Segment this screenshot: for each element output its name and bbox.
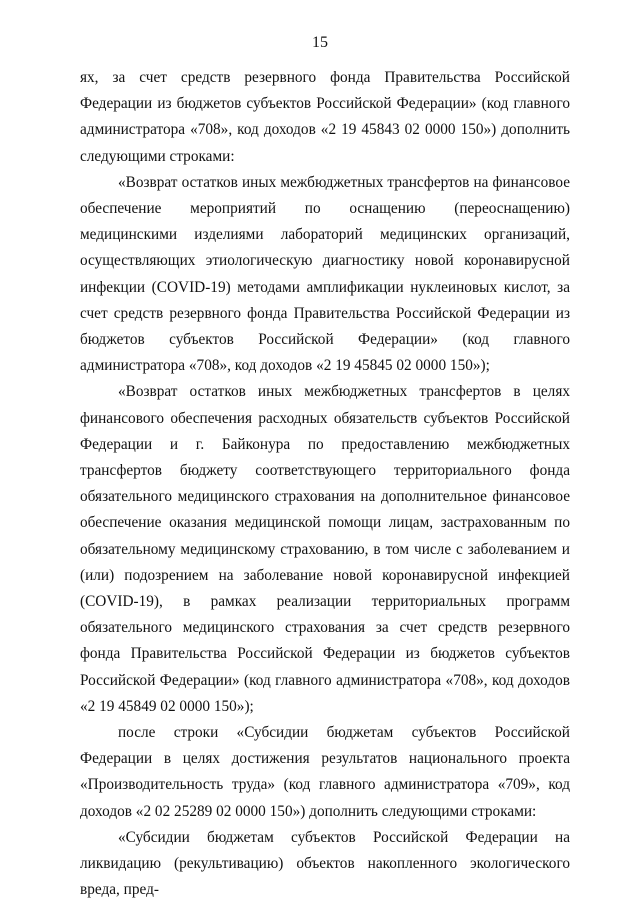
paragraph-return-medical-insurance: «Возврат остатков иных межбюджетных трансфертов в целях финансового обеспечения расходных обязательств субъектов Российской Федерации и г. Байконура по предоставлению межбюджетных трансфертов бюджету соответствующего территориального фонда обязательного медицинского страхования на дополнительное финансовое обеспечение оказания медицинской помощи лицам, застрахованным по обязательному медицинскому страхованию, в том числе с заболеванием и (или) подозрением на заболевание новой коронавирусной инфекцией (COVID-19), в рамках реализации территориальных программ обязательного медицинского страхования за счет средств резервного фонда Правительства Российской Федерации из бюджетов субъектов Российской Федерации» (код главного администратора «708», код доходов «2 19 45849 02 0000 150»); xyxy=(80,383,570,715)
page-number: 15 xyxy=(312,34,328,51)
paragraph-after-productivity-line: после строки «Субсидии бюджетам субъектов Российской Федерации в целях достижения результатов национального проекта «Производительность труда» (код главного администратора «709», код доходов «2 02 25289 02 0000 150») дополнить следующими строками: xyxy=(80,724,570,820)
paragraph-continuation: ях, за счет средств резервного фонда Правительства Российской Федерации из бюджетов субъектов Российской Федерации» (код главного администратора «708», код доходов «2 19 45843 02 0000 150») дополнить следующими строками: xyxy=(80,69,570,165)
paragraph-ecological-damage-subsidies: «Субсидии бюджетам субъектов Российской Федерации на ликвидацию (рекультивацию) объектов накопленного экологического вреда, пред- xyxy=(80,828,570,899)
paragraph-return-covid-lab-equipment: «Возврат остатков иных межбюджетных трансфертов на финансовое обеспечение мероприятий по оснащению (переоснащению) медицинскими изделиями лабораторий медицинских организаций, осуществляющих этиологическую диагностику новой коронавирусной инфекции (COVID-19) методами амплификации нуклеиновых кислот, за счет средств резервного фонда Правительства Российской Федерации из бюджетов субъектов Российской Федерации» (код главного администратора «708», код доходов «2 19 45845 02 0000 150»); xyxy=(80,173,570,375)
document-body xyxy=(80,65,570,904)
